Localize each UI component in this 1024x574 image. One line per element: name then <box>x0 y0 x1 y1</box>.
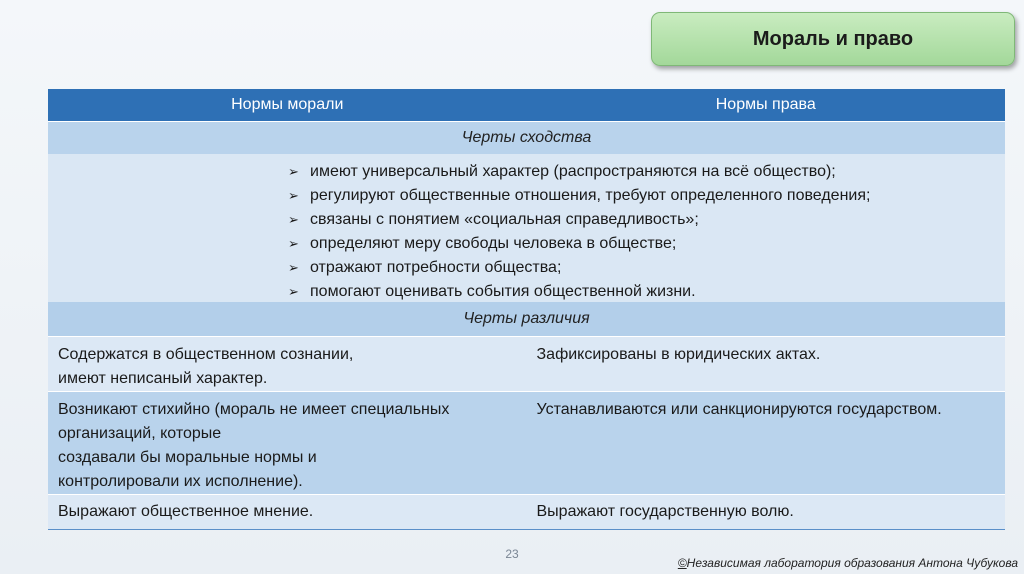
law-cell: Устанавливаются или санкционируются государством. <box>536 401 942 418</box>
arrow-bullet-icon: ➢ <box>288 260 299 275</box>
similarities-list <box>288 160 870 304</box>
table-row <box>48 336 1005 391</box>
arrow-bullet-icon: ➢ <box>288 188 299 203</box>
similarities-heading: Черты сходства <box>48 122 1005 154</box>
list-item: ➢ определяют меру свободы человека в обществе; <box>288 232 870 256</box>
table-header-row <box>48 89 1005 122</box>
arrow-bullet-icon: ➢ <box>288 212 299 227</box>
law-cell: Зафиксированы в юридических актах. <box>536 346 821 363</box>
morals-cell: Возникают стихийно (мораль не имеет специальных организаций, которые создавали бы моральные нормы и контролировали их исполнение). <box>58 401 450 490</box>
differences-heading: Черты различия <box>48 302 1005 336</box>
arrow-bullet-icon: ➢ <box>288 164 299 179</box>
law-cell: Выражают государственную волю. <box>536 503 794 520</box>
morals-cell: Содержатся в общественном сознании, имеют неписаный характер. <box>58 346 354 387</box>
table-row <box>48 391 1005 494</box>
table-row <box>48 494 1005 530</box>
list-item: ➢ имеют универсальный характер (распространяются на всё общество); <box>288 160 870 184</box>
column-header-law: Нормы права <box>715 96 816 113</box>
morals-cell: Выражают общественное мнение. <box>58 503 314 520</box>
similarities-section <box>48 154 1005 302</box>
arrow-bullet-icon: ➢ <box>288 284 299 299</box>
slide-title: Мораль и право <box>651 12 1015 66</box>
list-item: ➢ отражают потребности общества; <box>288 256 870 280</box>
comparison-table <box>48 89 1005 530</box>
list-item: ➢ регулируют общественные отношения, требуют определенного поведения; <box>288 184 870 208</box>
footer-text: Независимая лаборатория образования Антона Чубукова <box>686 556 1018 570</box>
copyright-symbol: © <box>677 556 687 570</box>
arrow-bullet-icon: ➢ <box>288 236 299 251</box>
page-number: 23 <box>505 547 519 561</box>
column-header-morals: Нормы морали <box>231 96 344 113</box>
list-item: ➢ помогают оценивать события общественной жизни. <box>288 280 870 304</box>
list-item: ➢ связаны с понятием «социальная справедливость»; <box>288 208 870 232</box>
footer-credit <box>678 556 1018 570</box>
